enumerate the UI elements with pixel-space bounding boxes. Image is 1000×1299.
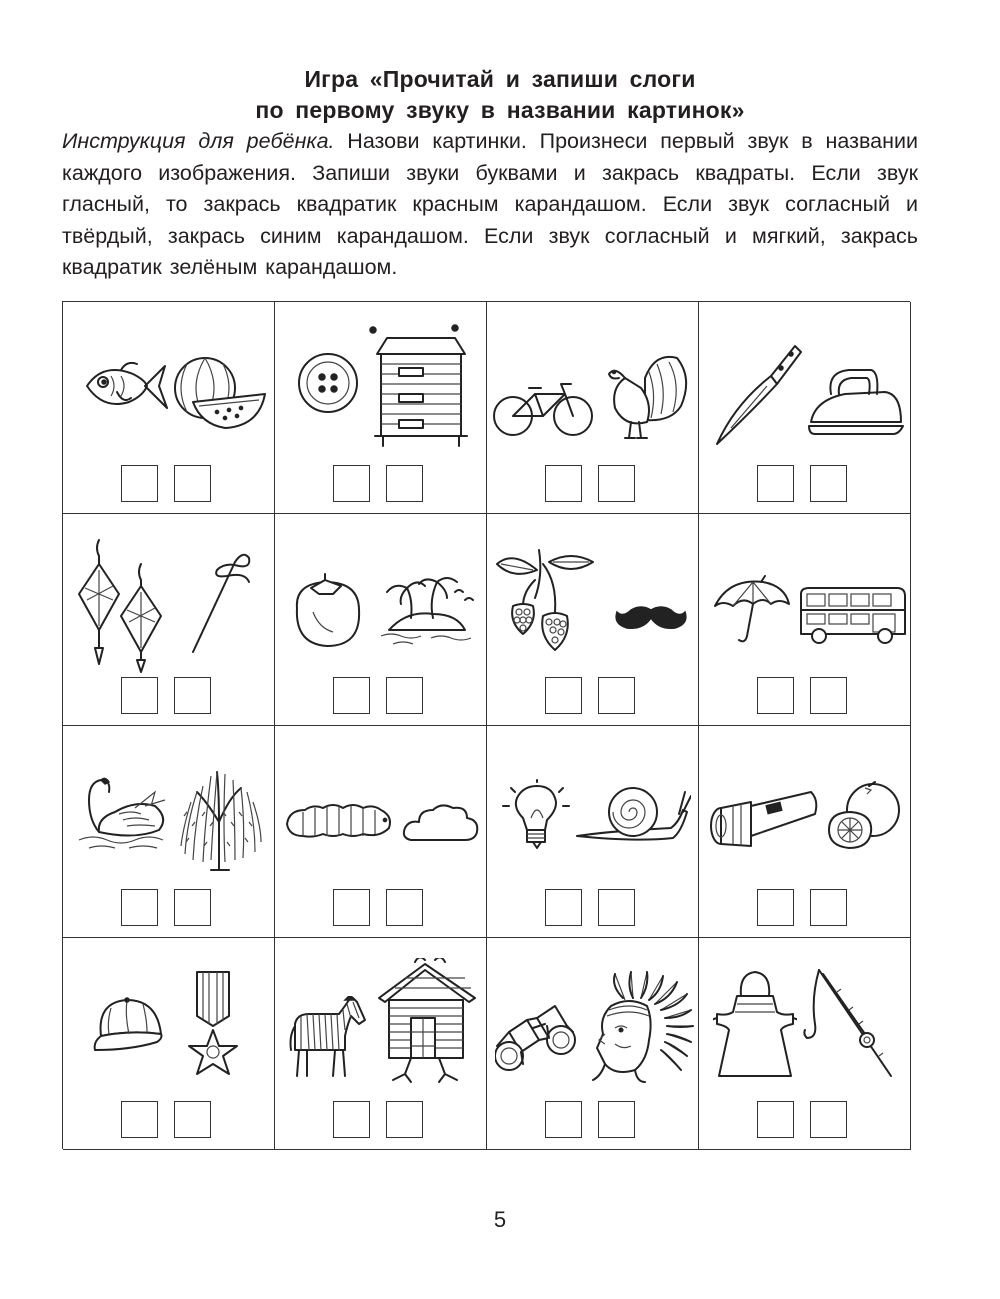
- grid-cell: [275, 302, 487, 514]
- answer-box[interactable]: [757, 1101, 794, 1138]
- answer-box[interactable]: [810, 465, 847, 502]
- answer-box[interactable]: [121, 677, 158, 714]
- grid-cell: [699, 302, 911, 514]
- answer-box[interactable]: [333, 889, 370, 926]
- grid-cell: [63, 514, 275, 726]
- earrings-icon: [75, 536, 167, 676]
- answer-box[interactable]: [333, 465, 370, 502]
- answer-box[interactable]: [598, 677, 635, 714]
- answer-box[interactable]: [545, 1101, 582, 1138]
- answer-box[interactable]: [810, 677, 847, 714]
- flashlight-icon: [707, 786, 819, 852]
- grid-cell: [275, 514, 487, 726]
- answer-box[interactable]: [333, 677, 370, 714]
- grid-cell: [699, 726, 911, 938]
- answer-box[interactable]: [810, 889, 847, 926]
- iron-icon: [805, 364, 905, 440]
- grid-cell: [63, 938, 275, 1150]
- instruction-text: Назови картинки. Произнеси первый звук в названии каждого изображения. Запиши звуки буквами и закрась квадраты. Если звук гласный, то закрась квадратик красным карандашом. Если звук согласный и твёрдый, закрась синим карандашом. Если звук согласный и мягкий, закрась квадратик зелёным карандашом.: [62, 129, 918, 279]
- fish-icon: [81, 352, 171, 422]
- page-number: 5: [493, 1207, 507, 1232]
- grid-cell: [487, 514, 699, 726]
- lightbulb-icon: [501, 778, 571, 852]
- answer-box[interactable]: [757, 889, 794, 926]
- grid-cell: [699, 514, 911, 726]
- cap-icon: [91, 994, 169, 1058]
- medal-icon: [179, 968, 249, 1080]
- knife-icon: [711, 340, 803, 450]
- snail-icon: [575, 782, 691, 846]
- title-line-2: по первому звуку в названии картинок»: [255, 97, 745, 123]
- bicycle-icon: [491, 380, 595, 440]
- caterpillar-icon: [283, 796, 395, 846]
- swan-icon: [75, 770, 173, 856]
- grid-cell: [275, 726, 487, 938]
- answer-box[interactable]: [174, 677, 211, 714]
- answer-box[interactable]: [545, 677, 582, 714]
- umbrella-icon: [711, 574, 791, 650]
- zebra-icon: [287, 996, 369, 1080]
- turkey-icon: [601, 348, 693, 444]
- indian-chief-icon: [585, 970, 695, 1084]
- button-icon: [295, 350, 361, 416]
- fishing-rod-icon: [803, 968, 899, 1082]
- answer-box[interactable]: [121, 1101, 158, 1138]
- answer-box[interactable]: [174, 465, 211, 502]
- grid-cell: [487, 726, 699, 938]
- instruction: [62, 126, 918, 284]
- persimmon-icon: [289, 572, 365, 650]
- orange-icon: [823, 780, 903, 852]
- grid-cell: [699, 938, 911, 1150]
- answer-box[interactable]: [386, 1101, 423, 1138]
- needle-icon: [187, 548, 257, 658]
- raspberry-icon: [493, 546, 597, 662]
- grid-cell: [487, 302, 699, 514]
- apron-icon: [713, 968, 797, 1082]
- island-icon: [377, 574, 477, 652]
- answer-box[interactable]: [598, 889, 635, 926]
- mustache-icon: [613, 602, 689, 632]
- answer-box[interactable]: [174, 1101, 211, 1138]
- answer-box[interactable]: [757, 677, 794, 714]
- answer-box[interactable]: [598, 465, 635, 502]
- beehive-icon: [363, 324, 479, 448]
- grid-cell: [487, 938, 699, 1150]
- answer-box[interactable]: [333, 1101, 370, 1138]
- title-line-1: Игра «Прочитай и запиши слоги: [304, 66, 696, 92]
- answer-box[interactable]: [598, 1101, 635, 1138]
- exercise-grid: [62, 301, 910, 1149]
- answer-box[interactable]: [386, 889, 423, 926]
- answer-box[interactable]: [386, 465, 423, 502]
- answer-box[interactable]: [545, 465, 582, 502]
- willow-icon: [177, 762, 263, 874]
- binoculars-icon: [495, 998, 579, 1080]
- grid-cell: [63, 726, 275, 938]
- bus-icon: [795, 586, 907, 648]
- instruction-lead: Инструкция для ребёнка.: [62, 129, 335, 153]
- hut-icon: [375, 958, 479, 1086]
- answer-box[interactable]: [174, 889, 211, 926]
- answer-box[interactable]: [545, 889, 582, 926]
- watermelon-icon: [173, 350, 269, 434]
- answer-box[interactable]: [810, 1101, 847, 1138]
- answer-box[interactable]: [386, 677, 423, 714]
- answer-box[interactable]: [757, 465, 794, 502]
- grid-cell: [63, 302, 275, 514]
- answer-box[interactable]: [121, 889, 158, 926]
- answer-box[interactable]: [121, 465, 158, 502]
- cloud-icon: [401, 800, 481, 848]
- grid-cell: [275, 938, 487, 1150]
